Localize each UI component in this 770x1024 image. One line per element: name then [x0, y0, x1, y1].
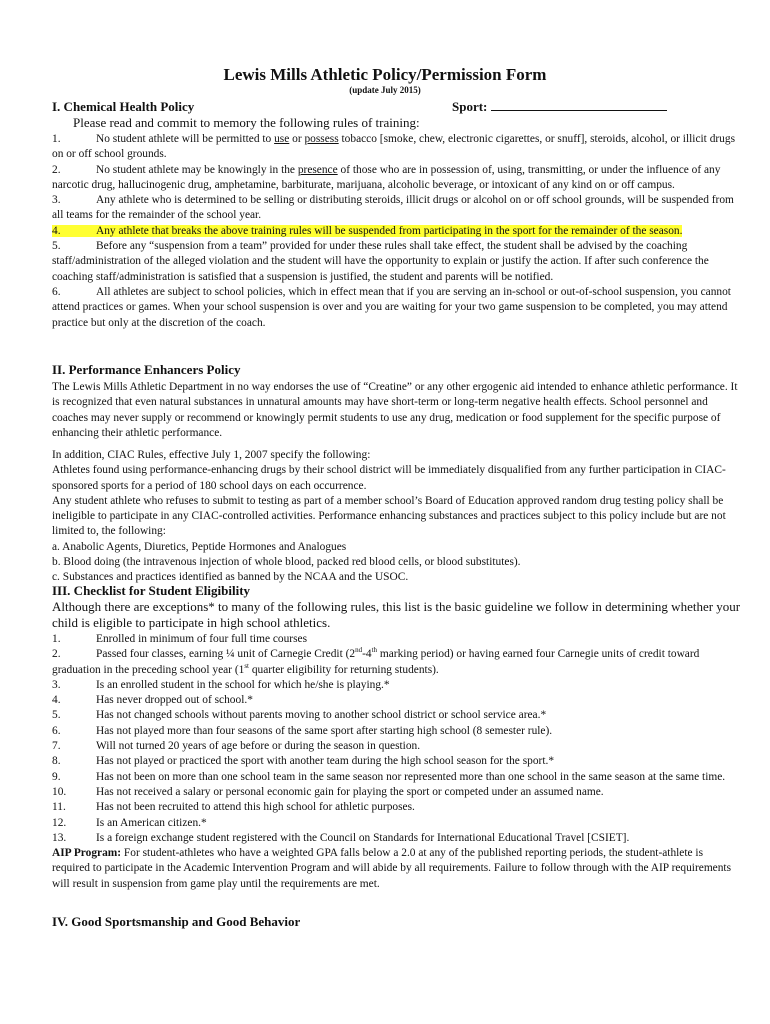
item-text: quarter eligibility for returning students). — [248, 663, 439, 676]
superscript: st — [244, 661, 249, 670]
rule-1 — [52, 132, 742, 163]
sport-field — [452, 99, 667, 115]
item-text: Has not been recruited to attend this high school for athletic purposes. — [96, 801, 415, 814]
item-number: 11. — [52, 801, 66, 814]
item-number: 4. — [52, 694, 61, 707]
rule-number: 5. — [52, 240, 61, 253]
item-number: 10. — [52, 785, 67, 798]
item-text: -4 — [362, 648, 372, 661]
section-1-intro: Please read and commit to memory the following rules of training: — [73, 115, 420, 130]
rule-text: No student athlete may be knowingly in the — [96, 163, 298, 176]
substance-c: c. Substances and practices identified as banned by the NCAA and the USOC. — [52, 571, 409, 584]
item-text: Has not been on more than one school team in the same season nor represented more than one school in the same season at the same time. — [96, 770, 726, 783]
item-number: 1. — [52, 633, 61, 645]
section-1-heading: I. Chemical Health Policy — [52, 99, 195, 114]
sport-blank-line[interactable] — [491, 99, 667, 111]
section-3-heading: III. Checklist for Student Eligibility — [52, 583, 251, 598]
item-text: Has not played more than four seasons of the same sport after starting high school (8 semester rule). — [96, 724, 553, 737]
ciac-disqualification: Athletes found using performance-enhancing drugs by their school district will be immediately disqualified from any further participation in CIAC-sponsored sports for a period of 180 school days on each occurrence. — [52, 464, 726, 492]
performance-paragraph-1: The Lewis Mills Athletic Department in no way endorses the use of “Creatine” or any other ergogenic aid intended to enhance athletic performance. It is recognized that even natural substances in unnatural amounts may have short-term or long-term negative health effects. School personnel and coaches may never supply or recommend or knowingly permit students to use any drug, medication or food supplement for the specific purpose of enhancing their athletic performance. — [52, 381, 738, 439]
item-number: 3. — [52, 678, 61, 691]
section-4-heading: IV. Good Sportsmanship and Good Behavior — [52, 914, 301, 929]
ciac-intro: In addition, CIAC Rules, effective July 1, 2007 specify the following: — [52, 449, 371, 461]
performance-paragraph-2 — [52, 448, 742, 586]
eligibility-checklist — [52, 632, 742, 892]
item-text: Will not turned 20 years of age before or during the season in question. — [96, 740, 421, 753]
sport-label: Sport: — [452, 99, 488, 114]
item-number: 12. — [52, 816, 67, 829]
update-note: (update July 2015) — [349, 85, 421, 95]
rule-3 — [52, 193, 742, 224]
item-number: 5. — [52, 709, 61, 722]
item-text: Is a foreign exchange student registered with the Council on Standards for International Educational Travel [CSIET]. — [96, 831, 630, 844]
aip-text: For student-athletes who have a weighted GPA falls below a 2.0 at any of the published reporting periods, the student-athlete is required to participate in the Academic Intervention Program and will abide by all requirements. Failure to follow through with the AIP requirements will result in suspension from game play until the requirements are met. — [52, 847, 732, 890]
rule-text: Before any “suspension from a team” provided for under these rules shall take effect, the student shall be advised by the coaching staff/administration of the alleged violation and the student will have the opportunity to explain or justify the action. If after such conference the coaching staff/administration is satisfied that a suspension is justified, the student and parents will be notified. — [52, 240, 709, 283]
item-text: marking period) or having earned four Carnegie units of credit toward graduation in the preceding school year (1 — [52, 648, 700, 676]
rule-number: 2. — [52, 163, 61, 176]
checklist-item-10 — [52, 785, 742, 800]
rule-4-highlighted — [52, 224, 742, 239]
item-text: Has not received a salary or personal economic gain for playing the sport or competed under an assumed name. — [96, 785, 604, 798]
rule-number: 6. — [52, 285, 61, 298]
checklist-item-6 — [52, 724, 742, 739]
rule-number: 4. — [52, 224, 61, 237]
aip-label: AIP Program: — [52, 847, 122, 860]
checklist-item-1 — [52, 632, 742, 647]
substance-b: b. Blood doing (the intravenous injection of whole blood, packed red blood cells, or blood substitutes). — [52, 556, 521, 569]
item-text: Is an enrolled student in the school for which he/she is playing.* — [96, 678, 390, 691]
ciac-testing: Any student athlete who refuses to submit to testing as part of a member school’s Board of Education approved random drug testing policy shall be ineligible to participate in any CIAC-controlled activities. Performance enhancing substances and practices subject to this policy include but are not limited to, the following: — [52, 494, 726, 538]
section-2-heading: II. Performance Enhancers Policy — [52, 362, 241, 377]
item-number: 8. — [52, 755, 61, 768]
item-number: 9. — [52, 770, 61, 783]
eligibility-lead: Although there are exceptions* to many of the following rules, this list is the basic guideline we follow in determining whether your child is eligible to participate in high school athletics. — [52, 599, 741, 630]
checklist-item-2 — [52, 647, 742, 678]
item-number: 6. — [52, 724, 61, 737]
item-number: 13. — [52, 831, 67, 844]
rule-text: tobacco [smoke, chew, electronic cigarettes, or snuff], steroids, alcohol, or illicit drugs on or off school grounds. — [52, 133, 736, 161]
rule-5 — [52, 239, 742, 285]
item-text: Has never dropped out of school.* — [96, 694, 253, 707]
superscript: th — [371, 646, 378, 655]
aip-program — [52, 846, 742, 892]
item-number: 7. — [52, 740, 61, 753]
rule-number: 1. — [52, 133, 61, 145]
superscript: nd — [355, 646, 363, 655]
checklist-item-5 — [52, 708, 742, 723]
item-text: Enrolled in minimum of four full time courses — [96, 633, 308, 645]
item-text: Is an American citizen.* — [96, 816, 207, 829]
item-text: Passed four classes, earning ¼ unit of Carnegie Credit (2 — [96, 648, 356, 661]
checklist-item-7 — [52, 739, 742, 754]
rule-text: No student athlete will be permitted to — [96, 133, 275, 145]
checklist-item-13 — [52, 831, 742, 846]
rule-text: of those who are in possession of, using, transmitting, or under the influence of any narcotic drug, hallucinogenic drug, amphetamine, barbiturate, marijuana, alcoholic beverage, or intoxicant of any kind on or off campus. — [52, 163, 721, 191]
rule-text-underlined: use — [274, 133, 290, 145]
substance-a: a. Anabolic Agents, Diuretics, Peptide Hormones and Analogues — [52, 540, 347, 553]
checklist-item-8 — [52, 754, 742, 769]
checklist-item-12 — [52, 816, 742, 831]
checklist-item-11 — [52, 800, 742, 815]
rule-text-underlined: possess — [304, 133, 339, 145]
rule-text: All athletes are subject to school policies, which in effect mean that if you are serving an in-school or out-of-school suspension, you cannot attend practices or games. When your school suspension is over and you are waiting for your two game suspension to be completed, you may attend practice but only at the discretion of the coach. — [52, 285, 731, 329]
form-title: Lewis Mills Athletic Policy/Permission Form — [223, 65, 547, 84]
rule-2 — [52, 163, 742, 194]
chemical-policy-rules — [52, 132, 742, 331]
item-number: 2. — [52, 648, 61, 661]
checklist-item-4 — [52, 693, 742, 708]
checklist-item-3 — [52, 678, 742, 693]
rule-text-underlined: presence — [297, 163, 338, 176]
checklist-item-9 — [52, 770, 742, 785]
rule-number: 3. — [52, 194, 61, 207]
rule-6 — [52, 285, 742, 331]
rule-text: Any athlete that breaks the above training rules will be suspended from participating in the sport for the remainder of the season. — [96, 224, 683, 237]
item-text: Has not changed schools without parents moving to another school district or school service area.* — [96, 709, 547, 722]
rule-text: Any athlete who is determined to be selling or distributing steroids, illicit drugs or alcohol on or off school grounds, will be suspended from all teams for the remainder of the school year. — [52, 194, 734, 222]
rule-text: or — [289, 133, 305, 145]
item-text: Has not played or practiced the sport with another team during the high school season for the sport.* — [96, 755, 555, 768]
